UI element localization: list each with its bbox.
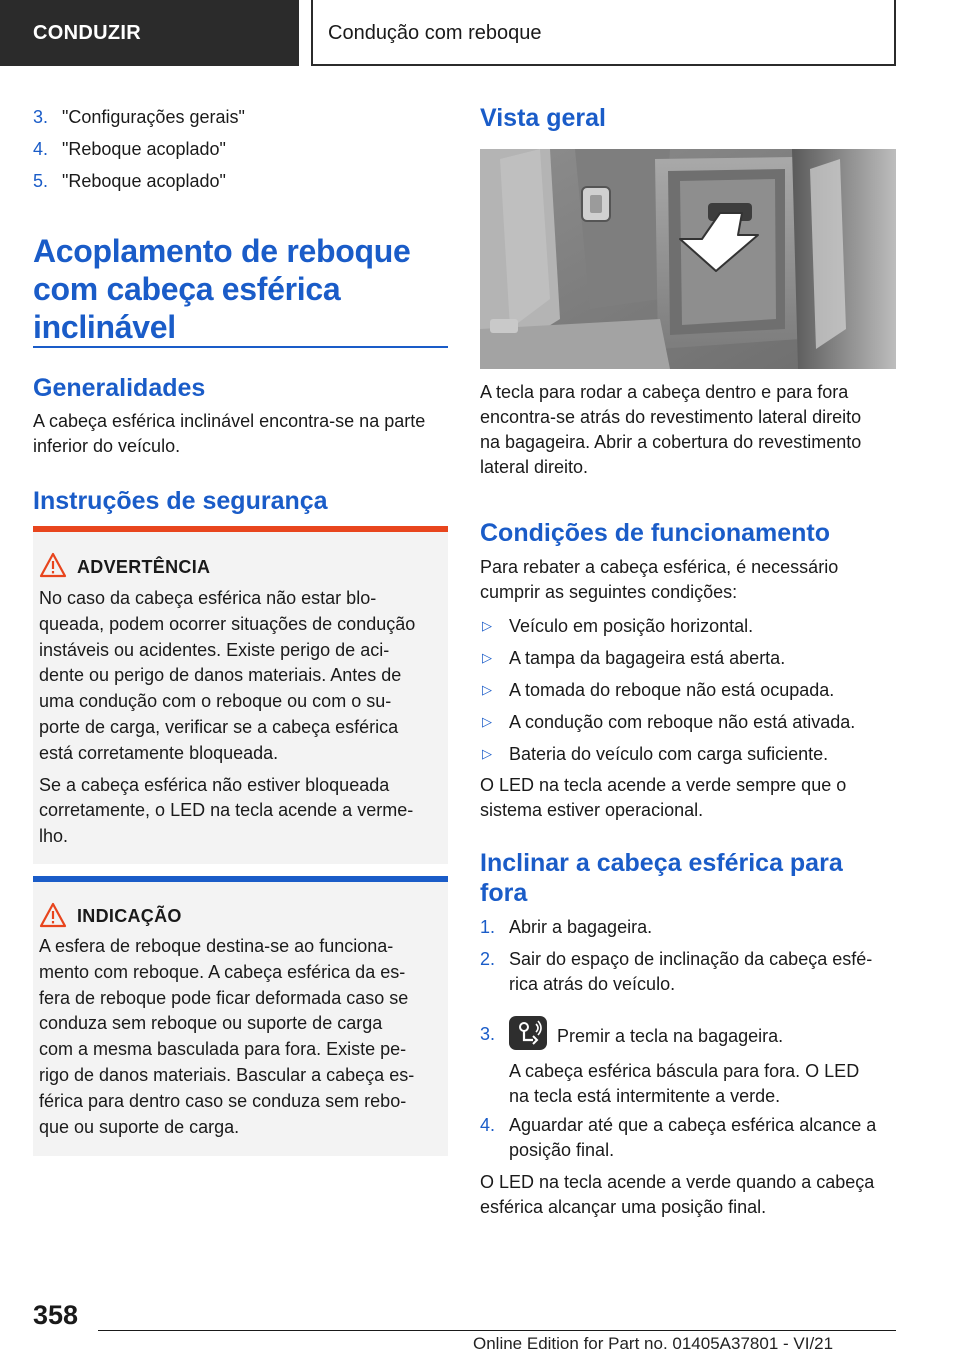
conditions-list bbox=[480, 610, 896, 770]
bullet-arrow-icon: ▷ bbox=[482, 682, 492, 697]
text-line: A tecla para rodar a cabeça dentro e para fora bbox=[480, 382, 849, 402]
notice-box bbox=[33, 876, 448, 1156]
bullet-arrow-icon: ▷ bbox=[482, 746, 492, 761]
final-text bbox=[480, 1170, 896, 1220]
text-line: fera de reboque pode ficar deformada caso se bbox=[39, 987, 409, 1008]
text-line: Se a cabeça esférica não estiver bloqueada bbox=[39, 774, 390, 795]
text-line: corretamente, o LED na tecla acende a verme- bbox=[39, 800, 414, 821]
step-number: 2. bbox=[480, 949, 496, 969]
trunk-photo bbox=[480, 149, 896, 369]
step-text: Premir a tecla na bagageira. bbox=[557, 1025, 784, 1046]
warning-title: ADVERTÊNCIA bbox=[77, 557, 211, 577]
heading-line: Inclinar a cabeça esférica para bbox=[480, 849, 843, 877]
inclinar-heading bbox=[480, 848, 896, 908]
page-header bbox=[0, 0, 960, 66]
text-line: inferior do veículo. bbox=[33, 436, 181, 456]
notice-title: INDICAÇÃO bbox=[77, 906, 182, 926]
step-item bbox=[480, 1113, 896, 1163]
text-line: O LED na tecla acende a verde quando a cabeça bbox=[480, 1172, 875, 1192]
text-line: instáveis ou acidentes. Existe perigo de aci- bbox=[39, 639, 390, 660]
notice-bar bbox=[33, 876, 448, 882]
list-item bbox=[480, 642, 896, 674]
list-item bbox=[480, 738, 896, 770]
list-text: "Reboque acoplado" bbox=[62, 171, 226, 191]
text-line: rigo de danos materiais. Bascular a cabeça es- bbox=[39, 1064, 415, 1085]
title-line: com cabeça esférica bbox=[33, 271, 341, 307]
bullet-arrow-icon: ▷ bbox=[482, 714, 492, 729]
list-item bbox=[33, 165, 448, 197]
warning-bar bbox=[33, 526, 448, 532]
text-line: No caso da cabeça esférica não estar blo- bbox=[39, 588, 377, 608]
title-line: inclinável bbox=[33, 309, 176, 345]
step-number: 1. bbox=[480, 917, 496, 937]
list-item bbox=[480, 674, 896, 706]
text-line: cumprir as seguintes condições: bbox=[480, 582, 738, 602]
text-line: A esfera de reboque destina-se ao funciona- bbox=[39, 936, 394, 956]
condicoes-heading: Condições de funcionamento bbox=[480, 519, 831, 547]
step-text: na tecla está intermitente a verde. bbox=[509, 1086, 781, 1106]
notice-text bbox=[39, 934, 439, 1140]
warning-box bbox=[33, 526, 448, 864]
warning-text bbox=[39, 586, 439, 850]
list-text: "Reboque acoplado" bbox=[62, 139, 226, 159]
list-text: Bateria do veículo com carga suficiente. bbox=[509, 744, 829, 764]
list-text: "Configurações gerais" bbox=[62, 107, 245, 127]
text-line: dente ou perigo de danos materiais. Antes de bbox=[39, 665, 402, 686]
step-text: posição final. bbox=[509, 1140, 615, 1160]
step-number: 3. bbox=[480, 1024, 496, 1044]
chapter-title: Condução com reboque bbox=[311, 0, 896, 66]
seguranca-heading: Instruções de segurança bbox=[33, 487, 328, 515]
text-line: O LED na tecla acende a verde sempre que o bbox=[480, 775, 847, 795]
text-line: esférica alcançar uma posição final. bbox=[480, 1197, 767, 1217]
heading-line: fora bbox=[480, 879, 528, 907]
text-line: férica para dentro caso se conduza sem rebo- bbox=[39, 1090, 407, 1111]
title-divider bbox=[33, 346, 448, 348]
text-line: Para rebater a cabeça esférica, é necessário bbox=[480, 557, 839, 577]
bullet-arrow-icon: ▷ bbox=[482, 650, 492, 665]
text-line: na bagageira. Abrir a cobertura do revestimento bbox=[480, 432, 862, 452]
step-item bbox=[480, 947, 896, 997]
list-text: A tomada do reboque não está ocupada. bbox=[509, 680, 835, 700]
page-number: 358 bbox=[33, 1300, 79, 1330]
text-line: lateral direito. bbox=[480, 457, 589, 477]
edition-text: Online Edition for Part no. 01405A37801 - VI/21 bbox=[473, 1334, 834, 1353]
step-item bbox=[480, 915, 896, 940]
list-number: 3. bbox=[33, 107, 49, 127]
step-text: Aguardar até que a cabeça esférica alcance a bbox=[509, 1115, 877, 1135]
top-numbered-list bbox=[33, 101, 448, 197]
trunk-illustration bbox=[480, 149, 896, 369]
list-item bbox=[480, 706, 896, 738]
step-text: A cabeça esférica báscula para fora. O LED bbox=[509, 1061, 860, 1081]
text-line: com a mesma basculada para fora. Existe pe- bbox=[39, 1039, 407, 1060]
list-text: A condução com reboque não está ativada. bbox=[509, 712, 856, 732]
step-text: Sair do espaço de inclinação da cabeça esfé- bbox=[509, 949, 873, 969]
vista-heading: Vista geral bbox=[480, 104, 607, 132]
step-item bbox=[480, 1020, 896, 1109]
title-line: Acoplamento de reboque bbox=[33, 233, 411, 269]
text-line: uma condução com o reboque ou com o su- bbox=[39, 691, 392, 712]
generalidades-heading: Generalidades bbox=[33, 374, 206, 402]
list-number: 5. bbox=[33, 171, 49, 191]
section-tab: CONDUZIR bbox=[0, 0, 299, 66]
text-line: está corretamente bloqueada. bbox=[39, 742, 279, 763]
condicoes-outro bbox=[480, 773, 896, 823]
list-item bbox=[480, 610, 896, 642]
condicoes-intro bbox=[480, 555, 896, 605]
bullet-arrow-icon: ▷ bbox=[482, 618, 492, 633]
step-number: 4. bbox=[480, 1115, 496, 1135]
text-line: lho. bbox=[39, 826, 69, 847]
text-line: conduza sem reboque ou suporte de carga bbox=[39, 1013, 383, 1034]
tow-hitch-key-icon bbox=[509, 1016, 547, 1050]
list-item bbox=[33, 133, 448, 165]
section-title bbox=[33, 232, 448, 346]
list-text: Veículo em posição horizontal. bbox=[509, 616, 754, 636]
text-line: porte de carga, verificar se a cabeça esférica bbox=[39, 716, 399, 737]
text-line: queada, podem ocorrer situações de condução bbox=[39, 613, 416, 634]
text-line: sistema estiver operacional. bbox=[480, 800, 704, 820]
text-line: A cabeça esférica inclinável encontra-se na parte bbox=[33, 411, 426, 431]
warning-triangle-icon bbox=[39, 552, 67, 578]
vista-text bbox=[480, 380, 896, 480]
text-line: mento com reboque. A cabeça esférica da es- bbox=[39, 961, 406, 982]
list-text: A tampa da bagageira está aberta. bbox=[509, 648, 786, 668]
step-text: rica atrás do veículo. bbox=[509, 974, 676, 994]
list-number: 4. bbox=[33, 139, 49, 159]
list-item bbox=[33, 101, 448, 133]
text-line: que ou suporte de carga. bbox=[39, 1116, 240, 1137]
generalidades-text bbox=[33, 409, 448, 459]
warning-triangle-icon bbox=[39, 902, 67, 928]
step-text: Abrir a bagageira. bbox=[509, 917, 653, 937]
text-line: encontra-se atrás do revestimento lateral direito bbox=[480, 407, 862, 427]
